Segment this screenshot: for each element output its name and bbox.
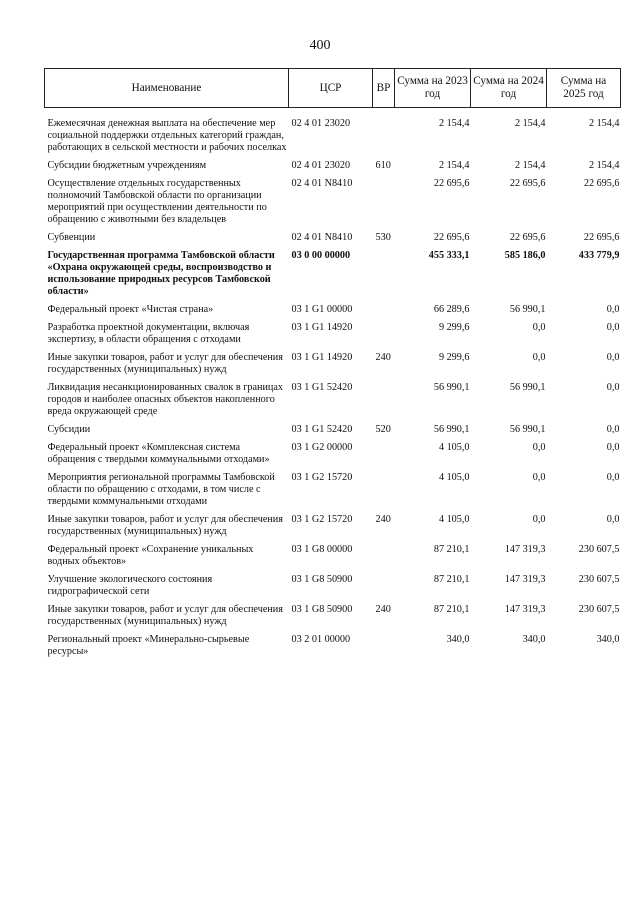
row-vr: 240 [375,604,391,615]
row-name: Субвенции [47,232,96,243]
row-sum-2023: 22 695,6 [433,232,470,243]
row-vr [373,574,395,604]
row-vr: 240 [375,352,391,363]
row-csr: 03 1 G1 52420 [291,424,353,435]
table-row [45,634,621,664]
row-sum-2024: 56 990,1 [509,424,546,435]
row-vr [373,250,395,304]
row-sum-2025: 22 695,6 [583,232,620,243]
row-vr: 240 [375,514,391,525]
table-row [45,442,621,472]
row-sum-2024: 2 154,4 [514,160,546,171]
row-sum-2025: 0,0 [606,514,620,525]
row-csr: 03 1 G2 00000 [291,442,353,453]
row-csr: 03 1 G1 52420 [291,382,353,393]
row-csr: 03 0 00 00000 [291,250,351,261]
row-sum-2024: 22 695,6 [509,178,546,189]
row-vr [373,544,395,574]
row-name: Субсидии бюджетным учреждениям [47,160,207,171]
row-sum-2024: 147 319,3 [504,604,546,615]
row-name: Улучшение экологического состояния гидрографической сети [47,574,213,597]
row-sum-2023: 4 105,0 [438,442,470,453]
row-vr [373,178,395,232]
row-sum-2025: 340,0 [596,634,620,645]
row-csr: 03 1 G1 00000 [291,304,353,315]
page-number: 400 [309,38,331,53]
row-sum-2025: 433 779,9 [578,250,620,261]
row-sum-2024: 147 319,3 [504,574,546,585]
row-sum-2025: 22 695,6 [583,178,620,189]
table-row [45,304,621,322]
row-sum-2023: 56 990,1 [433,382,470,393]
row-csr: 03 1 G2 15720 [291,514,353,525]
row-name: Иные закупки товаров, работ и услуг для обеспечения государственных (муниципальных) нужд [47,352,283,375]
table-row [45,160,621,178]
row-sum-2023: 87 210,1 [433,604,470,615]
row-sum-2023: 4 105,0 [438,514,470,525]
row-sum-2023: 56 990,1 [433,424,470,435]
budget-table [44,68,621,664]
row-name: Ликвидация несанкционированных свалок в границах городов и наиболее опасных объектов накопленного вреда окружающей среде [47,382,283,417]
row-sum-2024: 0,0 [532,472,546,483]
row-csr: 03 1 G2 15720 [291,472,353,483]
row-vr: 530 [375,232,391,243]
table-row [45,514,621,544]
row-vr [373,634,395,664]
row-csr: 02 4 01 23020 [291,118,351,129]
table-row [45,424,621,442]
table-row [45,118,621,160]
row-sum-2023: 340,0 [446,634,470,645]
row-vr: 610 [375,160,391,171]
row-sum-2023: 2 154,4 [438,118,470,129]
row-vr [373,322,395,352]
row-sum-2024: 0,0 [532,442,546,453]
row-sum-2024: 0,0 [532,322,546,333]
row-sum-2025: 0,0 [606,442,620,453]
row-csr: 03 2 01 00000 [291,634,351,645]
header-name: Наименование [45,69,289,108]
row-name: Региональный проект «Минерально-сырьевые ресурсы» [47,634,250,657]
row-vr [373,118,395,160]
row-sum-2024: 56 990,1 [509,304,546,315]
table-row [45,178,621,232]
row-sum-2025: 0,0 [606,352,620,363]
row-sum-2023: 9 299,6 [438,322,470,333]
row-sum-2023: 87 210,1 [433,574,470,585]
row-csr: 03 1 G8 00000 [291,544,353,555]
row-sum-2025: 0,0 [606,472,620,483]
table-row [45,604,621,634]
row-vr [373,382,395,424]
row-csr: 02 4 01 23020 [291,160,351,171]
row-sum-2023: 2 154,4 [438,160,470,171]
row-sum-2024: 22 695,6 [509,232,546,243]
row-sum-2025: 2 154,4 [588,160,620,171]
row-sum-2023: 87 210,1 [433,544,470,555]
row-name: Федеральный проект «Чистая страна» [47,304,214,315]
table-row [45,574,621,604]
row-csr: 03 1 G8 50900 [291,574,353,585]
row-csr: 03 1 G1 14920 [291,352,353,363]
row-csr: 02 4 01 N8410 [291,232,353,243]
table-row [45,232,621,250]
row-sum-2025: 2 154,4 [588,118,620,129]
row-sum-2025: 0,0 [606,322,620,333]
row-vr: 520 [375,424,391,435]
table-row [45,352,621,382]
table-row [45,322,621,352]
row-sum-2025: 230 607,5 [578,544,620,555]
row-sum-2025: 230 607,5 [578,604,620,615]
header-vr: ВР [373,69,395,108]
row-name: Субсидии [47,424,91,435]
header-sum-2023: Сумма на 2023 год [395,69,471,108]
table-row [45,250,621,304]
row-sum-2025: 230 607,5 [578,574,620,585]
table-row [45,472,621,514]
row-name: Государственная программа Тамбовской области «Охрана окружающей среды, воспроизводство и использование природных ресурсов Тамбовской области» [47,250,275,297]
row-csr: 03 1 G1 14920 [291,322,353,333]
row-name: Ежемесячная денежная выплата на обеспечение мер социальной поддержки отдельных категорий граждан, работающих в сельской местности и рабочих поселках [47,118,287,153]
table-body [45,108,621,665]
row-sum-2024: 585 186,0 [504,250,546,261]
row-sum-2023: 4 105,0 [438,472,470,483]
row-sum-2024: 0,0 [532,514,546,525]
row-sum-2024: 340,0 [522,634,546,645]
row-name: Федеральный проект «Комплексная система обращения с твердыми коммунальными отходами» [47,442,270,465]
row-sum-2024: 0,0 [532,352,546,363]
row-sum-2025: 0,0 [606,382,620,393]
row-name: Иные закупки товаров, работ и услуг для обеспечения государственных (муниципальных) нужд [47,514,283,537]
row-sum-2023: 22 695,6 [433,178,470,189]
row-csr: 03 1 G8 50900 [291,604,353,615]
table-row [45,544,621,574]
header-csr: ЦСР [289,69,373,108]
header-sum-2025: Сумма на 2025 год [547,69,621,108]
row-name: Мероприятия региональной программы Тамбовской области по обращению с отходами, в том числе с твердыми коммунальными отходами [47,472,275,507]
row-csr: 02 4 01 N8410 [291,178,353,189]
header-sum-2024: Сумма на 2024 год [471,69,547,108]
row-sum-2024: 147 319,3 [504,544,546,555]
table-row [45,382,621,424]
row-sum-2024: 56 990,1 [509,382,546,393]
row-name: Иные закупки товаров, работ и услуг для обеспечения государственных (муниципальных) нужд [47,604,283,627]
row-sum-2024: 2 154,4 [514,118,546,129]
row-name: Разработка проектной документации, включая экспертизу, в области обращения с отходами [47,322,250,345]
row-sum-2025: 0,0 [606,424,620,435]
row-vr [373,304,395,322]
row-vr [373,442,395,472]
table-header-row [45,69,621,108]
row-vr [373,472,395,514]
row-sum-2023: 455 333,1 [428,250,470,261]
row-sum-2023: 9 299,6 [438,352,470,363]
row-sum-2025: 0,0 [606,304,620,315]
row-name: Осуществление отдельных государственных полномочий Тамбовской области по организации мероприятий при осуществлении деятельности по обращению с животными без владельцев [47,178,267,225]
row-sum-2023: 66 289,6 [433,304,470,315]
row-name: Федеральный проект «Сохранение уникальных водных объектов» [47,544,254,567]
